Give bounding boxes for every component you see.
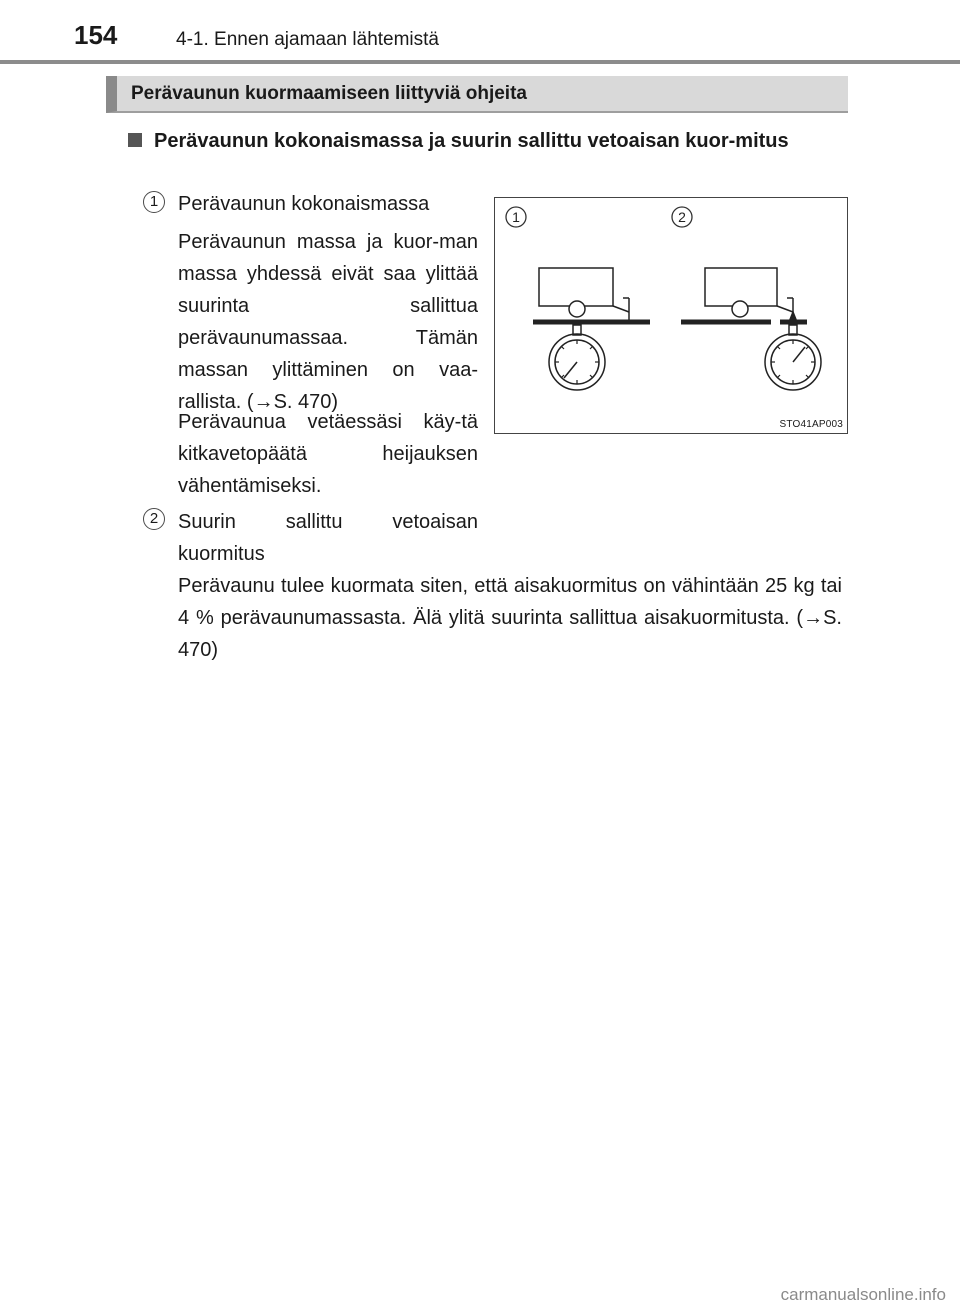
section-title: Perävaunun kuormaamiseen liittyviä ohjeita: [131, 83, 527, 104]
diagram-code: STO41AP003: [779, 419, 843, 430]
item-2-paragraph-1: Perävaunu tulee kuormata siten, että aisakuormitus on vähintään 25 kg tai 4 % perävaunumassasta. Älä ylitä suurinta sallittua aisakuormitusta. (→S. 470): [178, 575, 842, 661]
jack-2-foot: [789, 312, 797, 322]
trailer-1-wheel: [569, 301, 585, 317]
scale-1-needle: [564, 362, 577, 378]
trailer-2-body: [705, 268, 777, 306]
section-bar: [106, 76, 848, 113]
trailer-2-group: [681, 268, 821, 390]
subheading: [128, 125, 844, 157]
diagram-label-2: 2: [678, 209, 686, 225]
item-1-badge: 1: [143, 191, 165, 213]
item-1-paragraph-1: Perävaunun massa ja kuor-man massa yhdessä eivät saa ylittää suurinta sallittua perävaunumassaa. Tämän massan ylittäminen on vaa-rallista. (→S. 470): [178, 231, 478, 413]
trailer-2-wheel: [732, 301, 748, 317]
trailer-weight-diagram: [494, 197, 848, 434]
item-2-title: Suurin sallittu vetoaisan kuormitus: [178, 511, 478, 565]
trailer-2-drawbar: [777, 306, 793, 312]
item-1-paragraph-2: Perävaunua vetäessäsi käy-tä kitkavetopäätä heijauksen vähentämiseksi.: [178, 411, 478, 497]
square-bullet-icon: [128, 133, 142, 147]
chapter-title: 4-1. Ennen ajamaan lähtemistä: [176, 29, 439, 50]
trailer-1-body: [539, 268, 613, 306]
trailer-scales-illustration: [495, 198, 849, 435]
footer-watermark: carmanualsonline.info: [780, 1285, 946, 1304]
subheading-text: Perävaunun kokonaismassa ja suurin sallittu vetoaisan kuor-mitus: [154, 130, 789, 152]
trailer-1-group: [533, 268, 650, 390]
header-rule: [0, 60, 960, 64]
trailer-1-drawbar: [613, 306, 629, 312]
scale-2-needle: [793, 347, 805, 362]
item-1-title: Perävaunun kokonaismassa: [178, 193, 430, 215]
page-number: 154: [74, 20, 118, 50]
diagram-label-1: 1: [512, 209, 520, 225]
item-2-badge: 2: [143, 508, 165, 530]
